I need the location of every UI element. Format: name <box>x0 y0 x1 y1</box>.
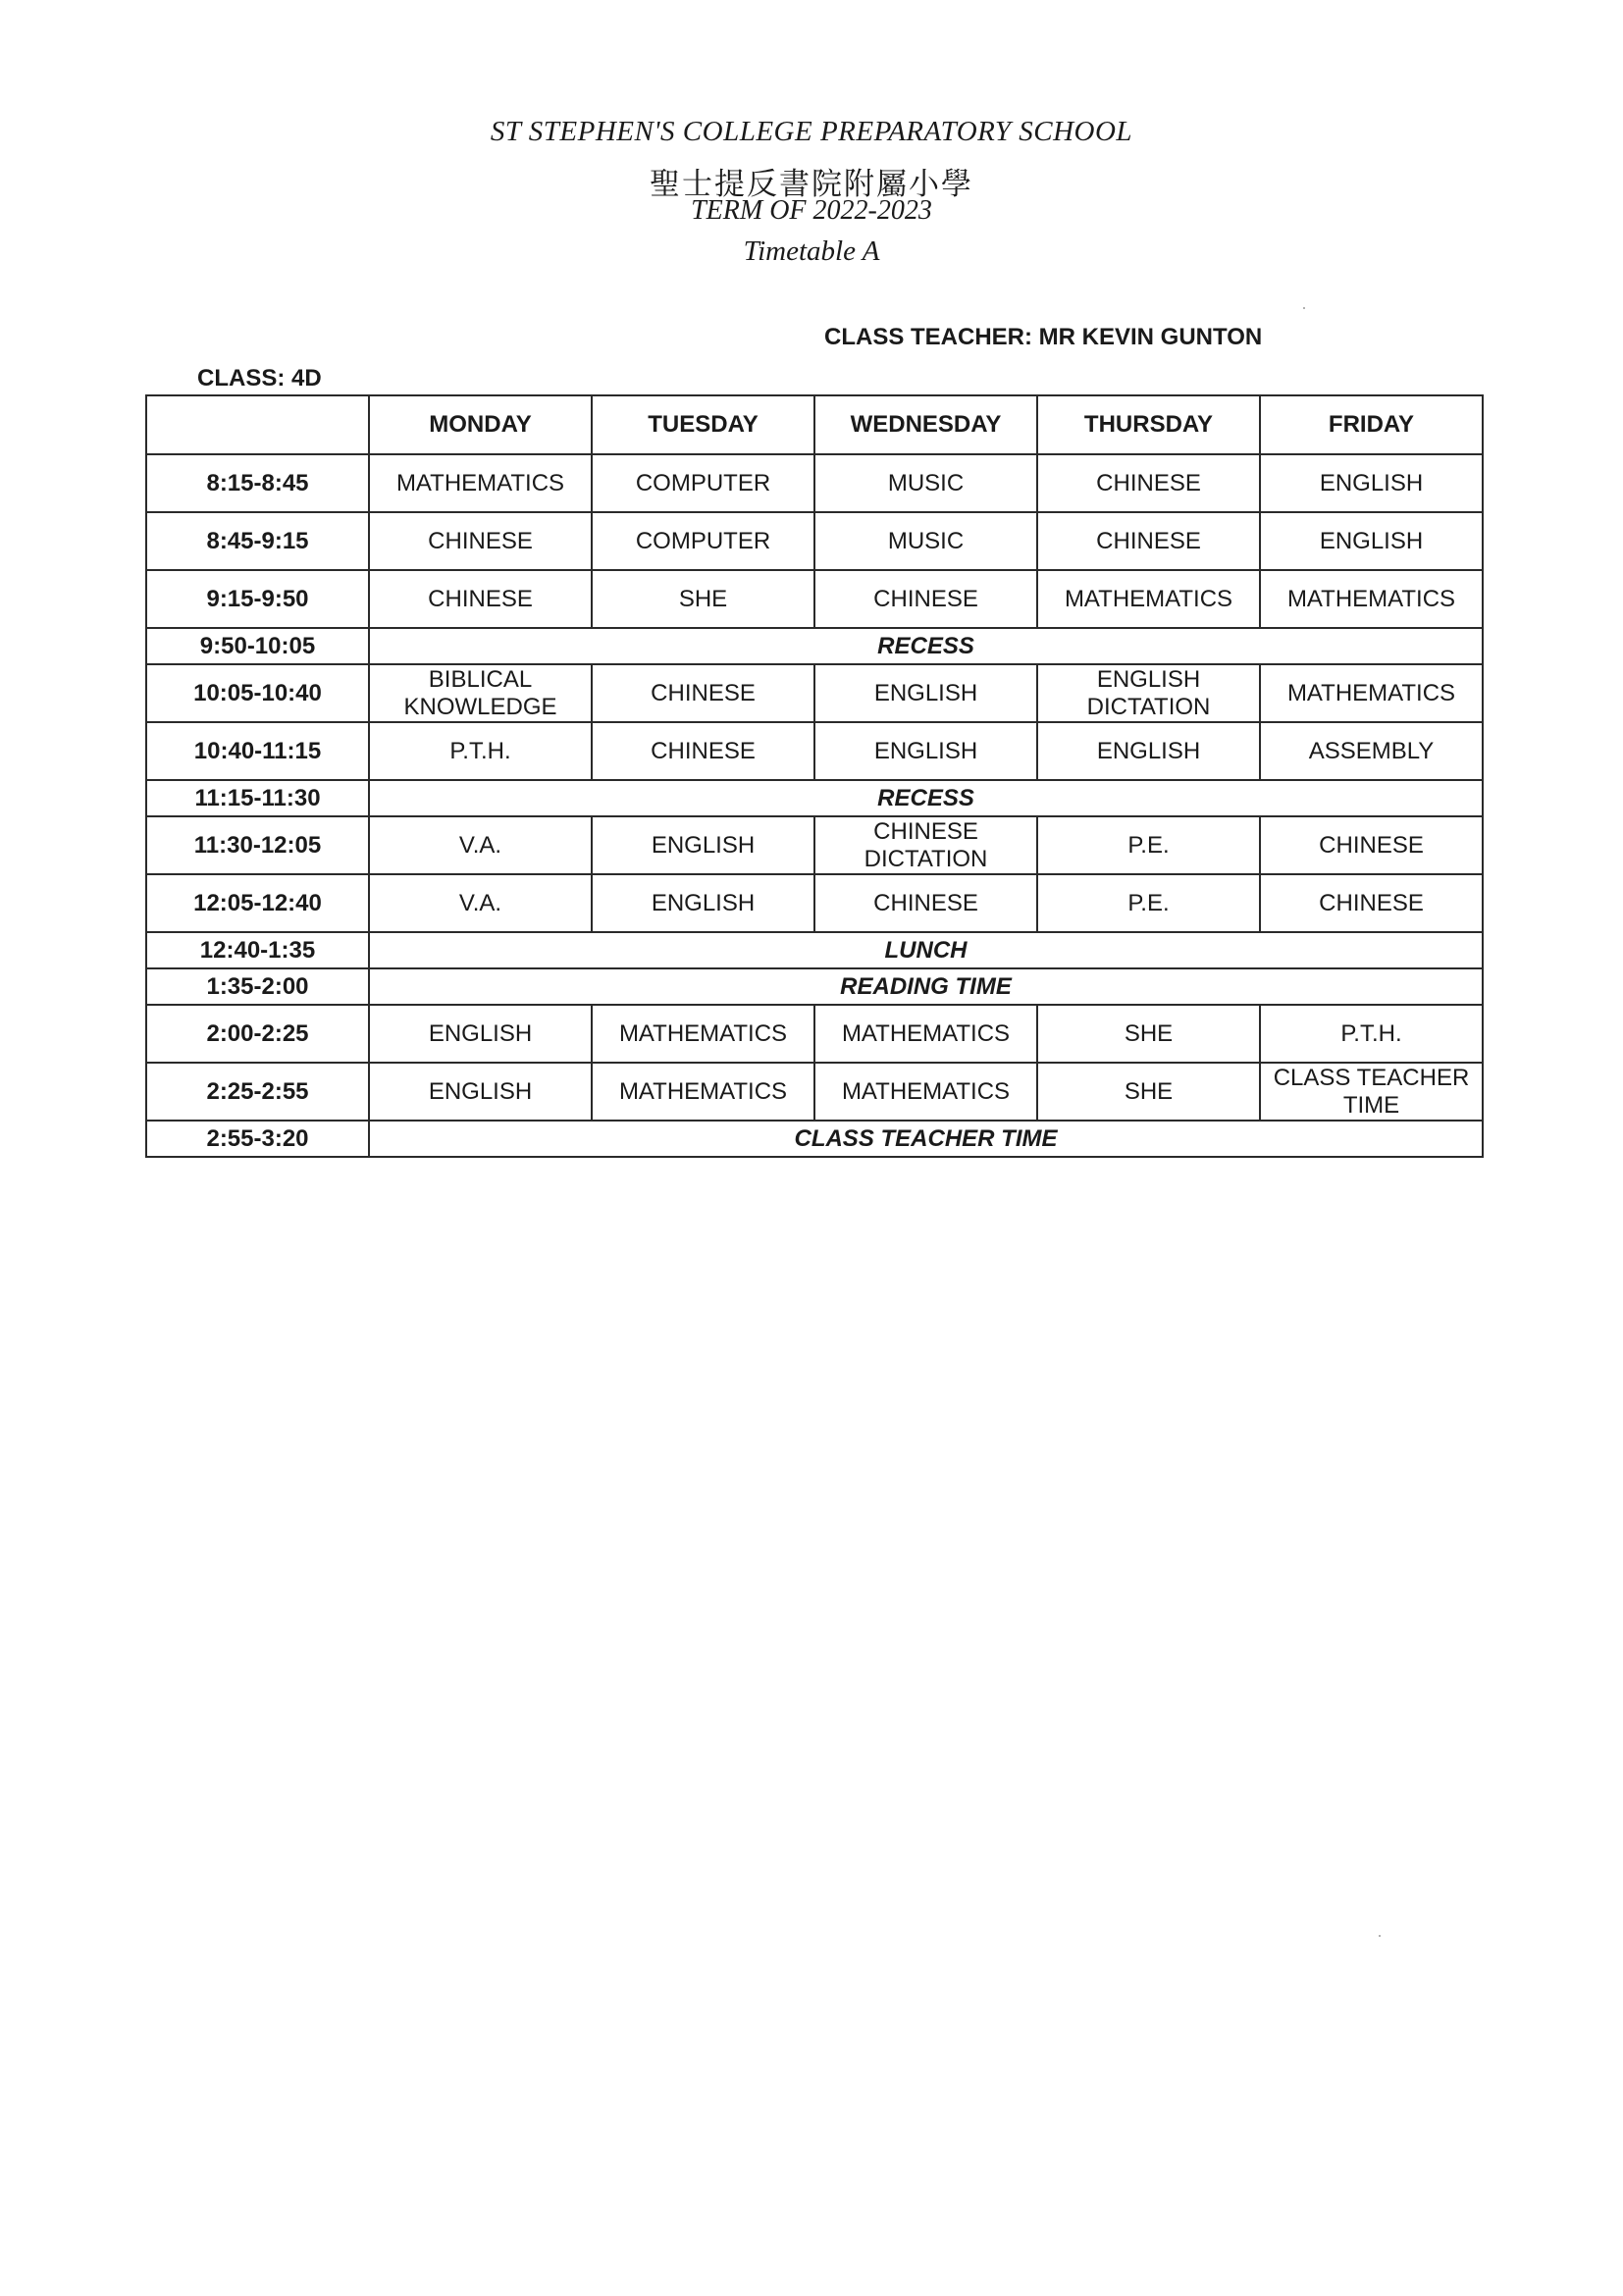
time-slot: 10:05-10:40 <box>146 664 369 722</box>
lesson-cell: ENGLISH <box>1260 454 1483 512</box>
lesson-cell: MATHEMATICS <box>1037 570 1260 628</box>
lesson-cell: CLASS TEACHER TIME <box>1260 1063 1483 1121</box>
lesson-cell: ENGLISH <box>1260 512 1483 570</box>
break-row <box>146 628 1483 664</box>
lesson-cell: CHINESE <box>369 570 592 628</box>
lesson-cell: CHINESE <box>369 512 592 570</box>
lesson-cell: MUSIC <box>814 454 1037 512</box>
table-row <box>146 874 1483 932</box>
lesson-cell: P.T.H. <box>1260 1005 1483 1063</box>
lesson-cell: ENGLISH <box>592 874 814 932</box>
lesson-cell: ENGLISH <box>814 664 1037 722</box>
break-row <box>146 780 1483 816</box>
time-slot: 2:00-2:25 <box>146 1005 369 1063</box>
lesson-cell: ENGLISH <box>369 1063 592 1121</box>
lesson-cell: COMPUTER <box>592 512 814 570</box>
lesson-cell: CHINESE <box>1260 816 1483 874</box>
lesson-cell: SHE <box>1037 1005 1260 1063</box>
time-slot: 9:15-9:50 <box>146 570 369 628</box>
class-teacher-label: CLASS TEACHER: MR KEVIN GUNTON <box>824 324 1263 350</box>
lesson-cell: V.A. <box>369 816 592 874</box>
time-slot: 10:40-11:15 <box>146 722 369 780</box>
lesson-cell: ASSEMBLY <box>1260 722 1483 780</box>
lesson-cell: CHINESE DICTATION <box>814 816 1037 874</box>
lesson-cell: SHE <box>592 570 814 628</box>
timetable-header-row <box>146 395 1483 454</box>
table-row <box>146 664 1483 722</box>
table-row <box>146 512 1483 570</box>
time-slot: 11:15-11:30 <box>146 780 369 816</box>
lesson-cell: CHINESE <box>1260 874 1483 932</box>
lesson-cell: ENGLISH <box>592 816 814 874</box>
timetable-label: Timetable A <box>743 235 880 267</box>
time-slot: 12:05-12:40 <box>146 874 369 932</box>
day-header-tuesday: TUESDAY <box>592 395 814 454</box>
time-slot: 11:30-12:05 <box>146 816 369 874</box>
lesson-cell: MATHEMATICS <box>1260 570 1483 628</box>
time-slot: 8:45-9:15 <box>146 512 369 570</box>
lesson-cell: ENGLISH DICTATION <box>1037 664 1260 722</box>
reading-time-label: READING TIME <box>369 968 1483 1005</box>
lunch-label: LUNCH <box>369 932 1483 968</box>
day-header-thursday: THURSDAY <box>1037 395 1260 454</box>
lesson-cell: COMPUTER <box>592 454 814 512</box>
day-header-friday: FRIDAY <box>1260 395 1483 454</box>
lesson-cell: MUSIC <box>814 512 1037 570</box>
school-name-chinese: 聖士提反書院附屬小學 <box>650 167 973 202</box>
table-row <box>146 722 1483 780</box>
recess-label: RECESS <box>369 628 1483 664</box>
time-slot: 9:50-10:05 <box>146 628 369 664</box>
lesson-cell: ENGLISH <box>814 722 1037 780</box>
corner-cell <box>146 395 369 454</box>
table-row <box>146 570 1483 628</box>
time-slot: 2:25-2:55 <box>146 1063 369 1121</box>
time-slot: 12:40-1:35 <box>146 932 369 968</box>
time-slot: 8:15-8:45 <box>146 454 369 512</box>
scan-speck <box>1303 307 1305 309</box>
table-row <box>146 1063 1483 1121</box>
lesson-cell: MATHEMATICS <box>814 1063 1037 1121</box>
lesson-cell: SHE <box>1037 1063 1260 1121</box>
lesson-cell: ENGLISH <box>369 1005 592 1063</box>
lesson-cell: CHINESE <box>1037 454 1260 512</box>
scan-speck <box>1379 1935 1381 1937</box>
lesson-cell: CHINESE <box>814 570 1037 628</box>
break-row <box>146 1121 1483 1157</box>
lesson-cell: P.E. <box>1037 816 1260 874</box>
lesson-cell: CHINESE <box>814 874 1037 932</box>
break-row <box>146 932 1483 968</box>
recess-label: RECESS <box>369 780 1483 816</box>
term-title: TERM OF 2022-2023 <box>691 195 932 226</box>
class-teacher-time-label: CLASS TEACHER TIME <box>369 1121 1483 1157</box>
day-header-monday: MONDAY <box>369 395 592 454</box>
table-row <box>146 816 1483 874</box>
lesson-cell: MATHEMATICS <box>592 1005 814 1063</box>
break-row <box>146 968 1483 1005</box>
lesson-cell: CHINESE <box>1037 512 1260 570</box>
timetable <box>145 394 1484 1158</box>
lesson-cell: MATHEMATICS <box>814 1005 1037 1063</box>
lesson-cell: MATHEMATICS <box>369 454 592 512</box>
lesson-cell: MATHEMATICS <box>592 1063 814 1121</box>
lesson-cell: ENGLISH <box>1037 722 1260 780</box>
lesson-cell: P.E. <box>1037 874 1260 932</box>
lesson-cell: P.T.H. <box>369 722 592 780</box>
table-row <box>146 454 1483 512</box>
lesson-cell: CHINESE <box>592 722 814 780</box>
time-slot: 1:35-2:00 <box>146 968 369 1005</box>
lesson-cell: V.A. <box>369 874 592 932</box>
lesson-cell: CHINESE <box>592 664 814 722</box>
lesson-cell: BIBLICAL KNOWLEDGE <box>369 664 592 722</box>
day-header-wednesday: WEDNESDAY <box>814 395 1037 454</box>
class-label: CLASS: 4D <box>197 365 322 391</box>
school-name: ST STEPHEN'S COLLEGE PREPARATORY SCHOOL <box>490 116 1133 147</box>
table-row <box>146 1005 1483 1063</box>
lesson-cell: MATHEMATICS <box>1260 664 1483 722</box>
time-slot: 2:55-3:20 <box>146 1121 369 1157</box>
